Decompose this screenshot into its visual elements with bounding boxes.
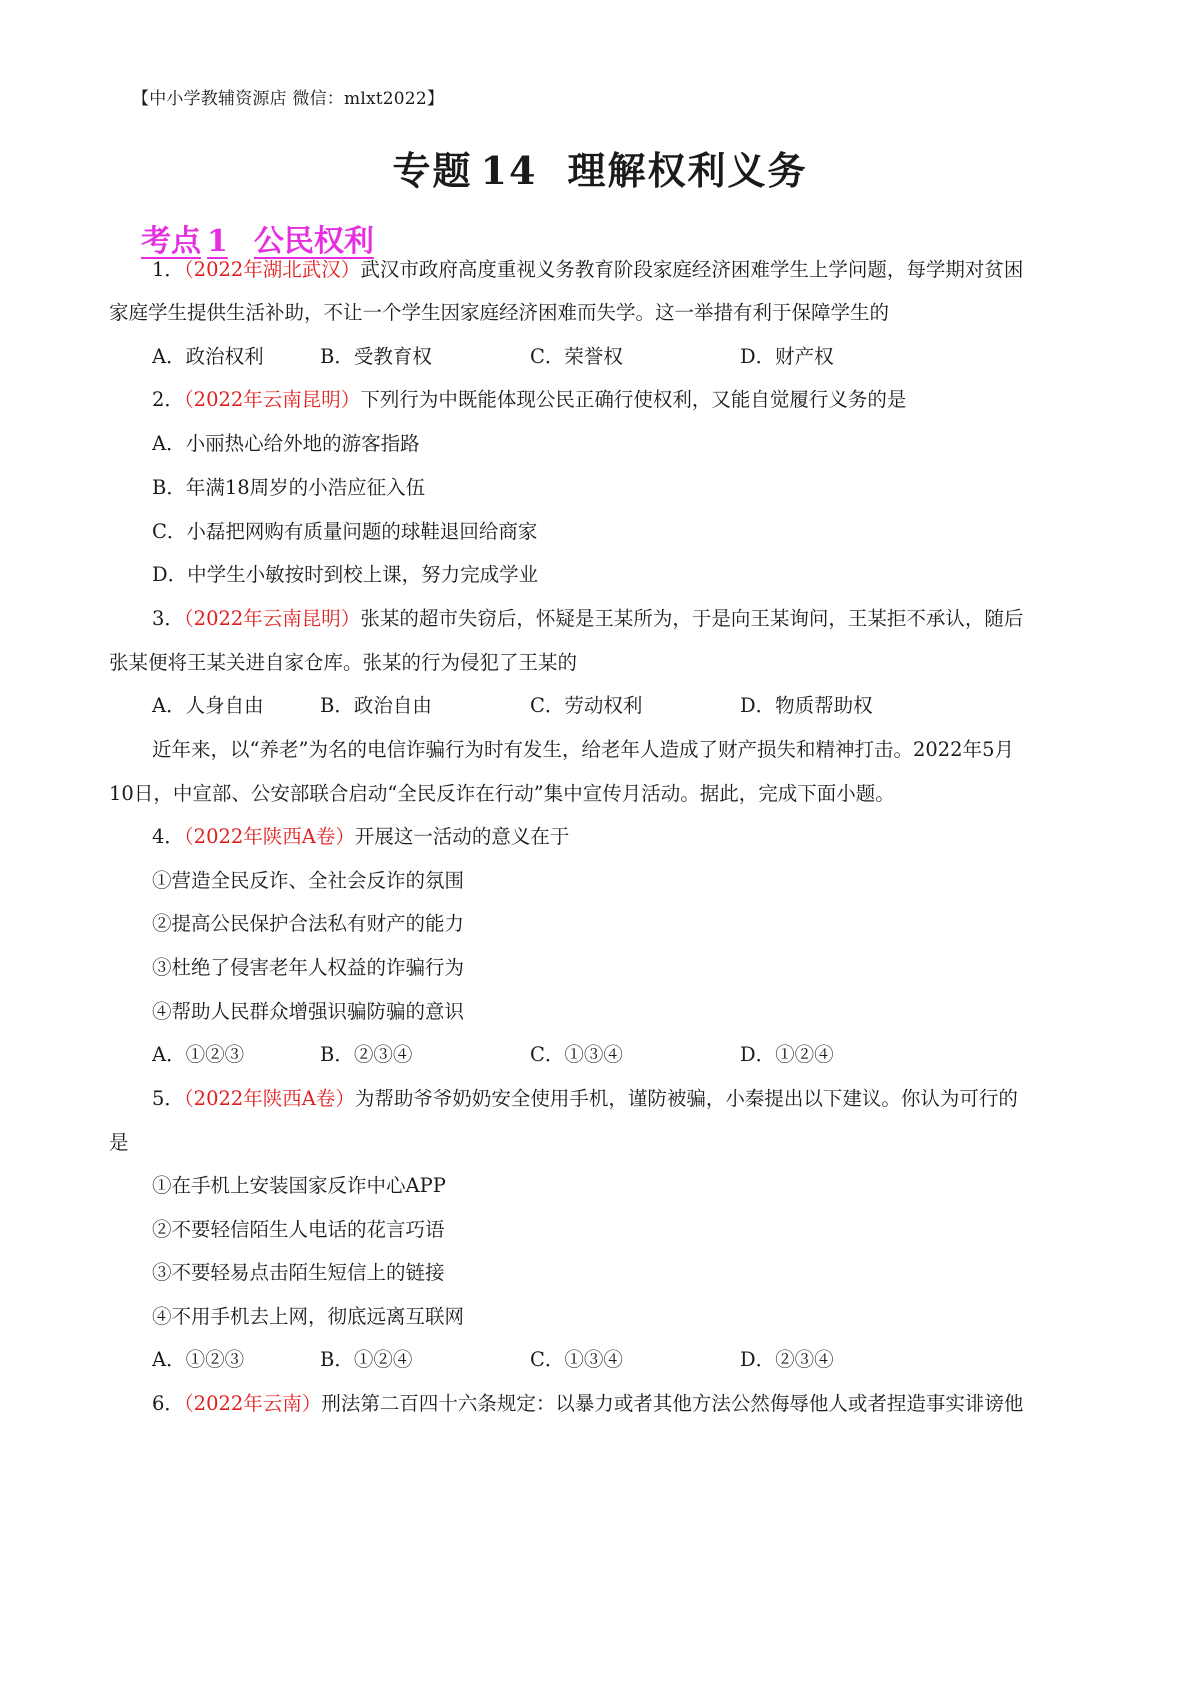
option-a: A．政治权利 [152, 345, 264, 368]
question-1-stem [152, 256, 1023, 284]
option-c: C．①③④ [530, 1348, 623, 1371]
question-5-stem [152, 1085, 1018, 1113]
statement-1: ①在手机上安装国家反诈中心APP [152, 1174, 446, 1197]
statement-3: ③杜绝了侵害老年人权益的诈骗行为 [152, 956, 465, 979]
statement-1: ①营造全民反诈、全社会反诈的氛围 [152, 869, 465, 892]
option-d: D．②③④ [740, 1348, 834, 1371]
statement-2: ②提高公民保护合法私有财产的能力 [152, 912, 465, 935]
question-1-stem-cont: 家庭学生提供生活补助，不让一个学生因家庭经济困难而失学。这一举措有利于保障学生的 [109, 301, 890, 324]
title-number: 14 [480, 148, 538, 193]
question-4-stem [152, 823, 569, 851]
question-text: 武汉市政府高度重视义务教育阶段家庭经济困难学生上学问题，每学期对贫困 [360, 258, 1024, 281]
option-c: C．荣誉权 [530, 345, 623, 368]
question-text: 张某的超市失窃后，怀疑是王某所为，于是向王某询问，王某拒不承认，随后 [360, 607, 1024, 630]
question-source: （2022年云南） [183, 1392, 322, 1415]
question-source: （2022年陕西A卷） [183, 825, 355, 848]
question-number: 5． [152, 1087, 184, 1110]
option-b: B．①②④ [320, 1348, 413, 1371]
material-paragraph: 近年来，以“养老”为名的电信诈骗行为时有发生，给老年人造成了财产损失和精神打击。2022年5月 [152, 738, 1014, 761]
statement-2: ②不要轻信陌生人电话的花言巧语 [152, 1218, 445, 1241]
question-2-stem [152, 386, 906, 414]
question-3-stem-cont: 张某便将王某关进自家仓库。张某的行为侵犯了王某的 [109, 651, 578, 674]
option-a: A．小丽热心给外地的游客指路 [152, 432, 420, 455]
question-source: （2022年云南昆明） [183, 388, 361, 411]
option-b: B．受教育权 [320, 345, 432, 368]
option-b: B．年满18周岁的小浩应征入伍 [152, 476, 426, 499]
option-d: D．①②④ [740, 1043, 834, 1066]
question-text: 为帮助爷爷奶奶安全使用手机，谨防被骗，小秦提出以下建议。你认为可行的 [354, 1087, 1018, 1110]
section-prefix: 考点 [141, 224, 201, 259]
question-source: （2022年陕西A卷） [183, 1087, 355, 1110]
title-text: 理解权利义务 [567, 148, 808, 193]
option-d: D．中学生小敏按时到校上课，努力完成学业 [152, 563, 539, 586]
option-d: D．物质帮助权 [740, 694, 873, 717]
question-text: 开展这一活动的意义在于 [354, 825, 570, 848]
header-note: 【中小学教辅资源店 微信：mlxt2022】 [132, 89, 445, 109]
question-number: 1． [152, 258, 184, 281]
option-a: A．①②③ [152, 1348, 245, 1371]
question-number: 2． [152, 388, 184, 411]
option-c: C．①③④ [530, 1043, 623, 1066]
option-b: B．政治自由 [320, 694, 432, 717]
statement-4: ④不用手机去上网，彻底远离互联网 [152, 1305, 465, 1328]
section-text: 公民权利 [253, 224, 374, 259]
section-number: 1 [207, 224, 228, 259]
question-source: （2022年湖北武汉） [183, 258, 361, 281]
material-paragraph-cont: 10日，中宣部、公安部联合启动“全民反诈在行动”集中宣传月活动。据此，完成下面小题。 [109, 782, 895, 805]
page-title [0, 140, 1200, 195]
statement-4: ④帮助人民群众增强识骗防骗的意识 [152, 1000, 465, 1023]
question-number: 6． [152, 1392, 184, 1415]
option-a: A．①②③ [152, 1043, 245, 1066]
section-heading [141, 216, 374, 260]
option-c: C．小磊把网购有质量问题的球鞋退回给商家 [152, 520, 538, 543]
question-3-stem [152, 605, 1023, 633]
question-6-stem [152, 1390, 1023, 1418]
option-c: C．劳动权利 [530, 694, 643, 717]
question-source: （2022年云南昆明） [183, 607, 361, 630]
question-text: 下列行为中既能体现公民正确行使权利，又能自觉履行义务的是 [360, 388, 907, 411]
option-a: A．人身自由 [152, 694, 264, 717]
question-number: 4． [152, 825, 184, 848]
question-5-stem-cont: 是 [109, 1131, 129, 1154]
question-number: 3． [152, 607, 184, 630]
statement-3: ③不要轻易点击陌生短信上的链接 [152, 1261, 445, 1284]
option-d: D．财产权 [740, 345, 834, 368]
title-prefix: 专题 [392, 148, 473, 193]
option-b: B．②③④ [320, 1043, 413, 1066]
question-text: 刑法第二百四十六条规定：以暴力或者其他方法公然侮辱他人或者捏造事实诽谤他 [321, 1392, 1024, 1415]
